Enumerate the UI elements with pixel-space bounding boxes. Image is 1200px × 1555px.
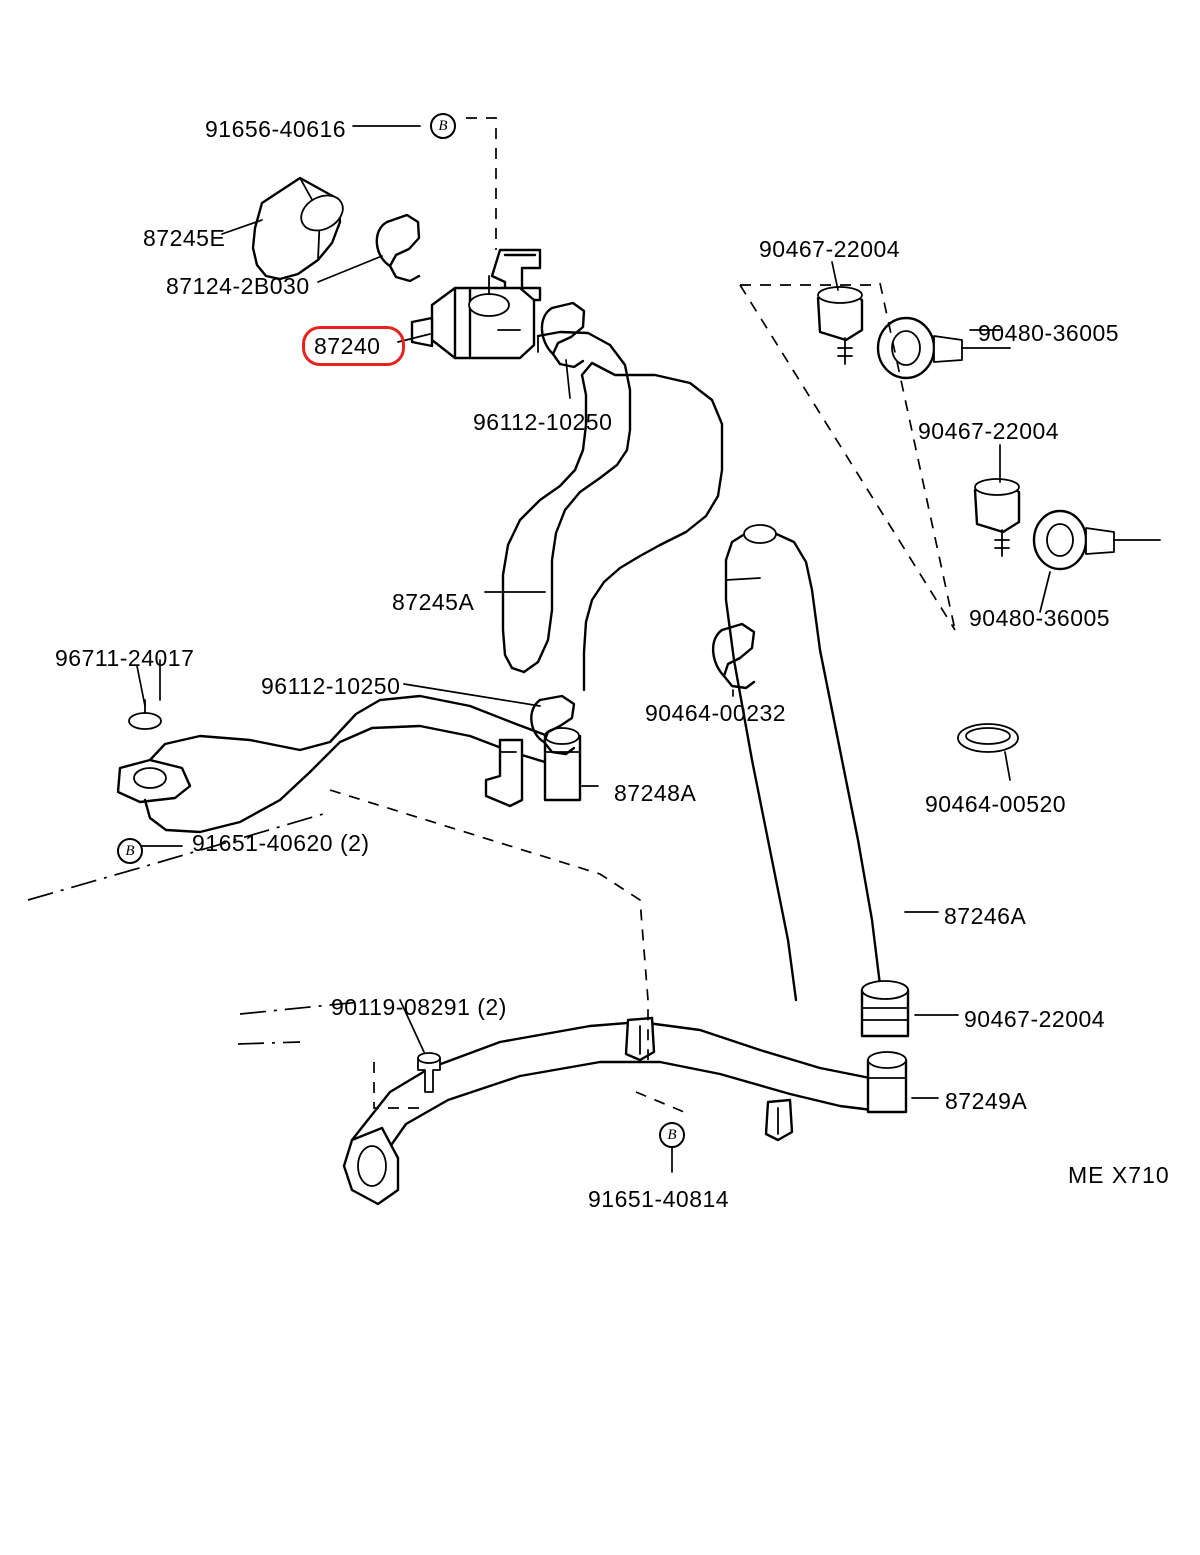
pipe-87246a (726, 525, 908, 1036)
hose-87245a (503, 332, 722, 690)
leader-87124 (318, 256, 382, 282)
highlight-87240 (302, 326, 405, 366)
part-label-90464-00520: 90464-00520 (925, 791, 1067, 817)
leader-90467-upper (832, 262, 838, 290)
water-valve-87240 (412, 250, 540, 358)
part-label-87124-2b030: 87124-2B030 (166, 273, 310, 299)
leader-96112-lower (404, 684, 540, 706)
pipe-87249a (344, 1018, 906, 1204)
diagram-footer-code: ME X710 (1068, 1162, 1170, 1188)
part-label-96711-24017: 96711-24017 (55, 645, 195, 671)
part-label-91656-40616: 91656-40616 (205, 116, 347, 142)
hose-87245e (253, 178, 349, 279)
pipe-87248a (118, 696, 580, 832)
bolt-marker-icon-3: B (659, 1122, 685, 1148)
oring-90464-00520 (958, 724, 1018, 752)
leader-96711 (137, 666, 145, 706)
part-label-87249a: 87249A (945, 1088, 1028, 1114)
part-label-91651-40814: 91651-40814 (588, 1186, 730, 1212)
bolt-leader-dashed (466, 118, 496, 250)
part-label-96112-10250-lower: 96112-10250 (261, 673, 401, 699)
part-label-90480-36005-upper: 90480-36005 (978, 320, 1120, 346)
part-label-87245a: 87245A (392, 589, 475, 615)
part-label-96112-10250-upper: 96112-10250 (473, 409, 613, 435)
part-label-90119-08291: 90119-08291 (2) (331, 994, 507, 1020)
part-label-90480-36005-lower: 90480-36005 (969, 605, 1111, 631)
clip-90467-22004-lower (975, 479, 1019, 556)
part-label-87246a: 87246A (944, 903, 1027, 929)
panel-dash-3 (374, 1062, 420, 1108)
part-label-87245e: 87245E (143, 225, 226, 251)
clip-90467-22004-upper (818, 287, 862, 364)
part-label-87248a: 87248A (614, 780, 697, 806)
part-label-90464-00232: 90464-00232 (645, 700, 787, 726)
grommet-90480-36005-lower (1034, 511, 1160, 569)
panel-dashdot-3 (238, 1042, 300, 1044)
clamp-87124-2b030 (377, 215, 419, 281)
part-label-91651-40620: 91651-40620 (2) (192, 830, 370, 856)
bolt-marker-icon-2: B (117, 838, 143, 864)
part-label-90467-22004-upper: 90467-22004 (759, 236, 901, 262)
panel-dash-2 (636, 1092, 684, 1112)
part-label-90467-22004-bottom: 90467-22004 (964, 1006, 1106, 1032)
part-label-90467-22004-lower: 90467-22004 (918, 418, 1060, 444)
bolt-marker-icon-1: B (430, 113, 456, 139)
leader-90464-00520 (1005, 752, 1010, 780)
part-label-87240: 87240 (314, 333, 381, 359)
